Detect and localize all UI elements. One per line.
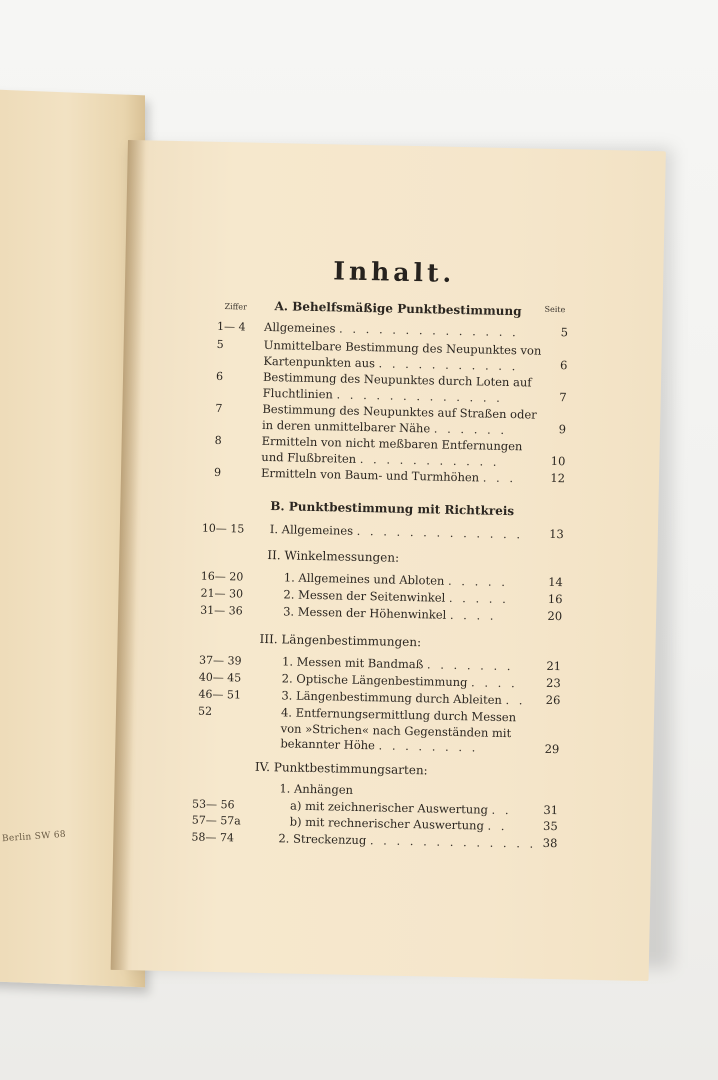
entry-number: 52 xyxy=(197,704,213,718)
list-item: 3. Längenbestimmung durch Ableiten . . xyxy=(281,688,526,708)
page-title: Inhalt. xyxy=(333,256,456,288)
entry-number: 10— 15 xyxy=(201,521,245,536)
list-item: 2. Optische Längenbestimmung . . . . xyxy=(281,671,518,691)
list-item: 1. Allgemeines und Abloten . . . . . xyxy=(283,570,509,590)
list-item: Ermitteln von nicht meßbaren Entfernungen und Flußbreiten . . . . . . . . . . . xyxy=(261,433,523,469)
entry-number: 16— 20 xyxy=(200,569,244,584)
list-item: Ermitteln von Baum- und Turmhöhen . . . xyxy=(260,465,517,486)
section-a-heading: A. Behelfsmäßige Punktbestimmung xyxy=(274,299,522,319)
list-item: Bestimmung des Neupunktes auf Straßen oder in deren unmittelbarer Nähe . . . . . . xyxy=(261,401,537,437)
table-of-contents xyxy=(111,140,666,981)
page-number: 6 xyxy=(559,358,568,373)
entry-number: 57— 57a xyxy=(191,813,241,828)
entry-number: 21— 30 xyxy=(200,586,244,601)
list-item: 4. Entfernungsermittlung durch Messen von »Strichen« nach Gegenständen mit bekannter Höhe . . . . . . . . xyxy=(280,705,517,755)
list-item: a) mit zeichnerischer Auswertung . . xyxy=(289,798,512,818)
entry-number: 46— 51 xyxy=(198,687,242,702)
entry-number: 6 xyxy=(215,369,224,384)
list-item: I. Allgemeines . . . . . . . . . . . . . xyxy=(269,522,524,542)
page-number: 31 xyxy=(543,802,559,818)
left-page-footer: Berlin SW 68 xyxy=(1,829,67,845)
list-item: 2. Messen der Seitenwinkel . . . . . xyxy=(283,587,509,607)
page-number: 26 xyxy=(545,692,561,708)
entry-number: 5 xyxy=(216,337,224,352)
page-number: 14 xyxy=(548,574,563,590)
subsection-heading: II. Winkelmessungen: xyxy=(267,548,400,565)
subsection-heading: III. Längenbestimmungen: xyxy=(259,631,422,650)
entry-number: 37— 39 xyxy=(198,653,242,668)
entry-number: 53— 56 xyxy=(191,797,235,812)
list-item: b) mit rechnerischer Auswertung . . xyxy=(289,814,508,834)
page-number: 35 xyxy=(542,818,558,834)
column-header-seite: Seite xyxy=(544,304,566,315)
page-number: 10 xyxy=(550,453,566,469)
page-number: 23 xyxy=(545,675,561,691)
page-number: 5 xyxy=(560,325,569,340)
list-item: 3. Messen der Höhenwinkel . . . . xyxy=(283,604,497,623)
entry-number: 1— 4 xyxy=(216,319,246,334)
section-b-heading: B. Punktbestimmung mit Richtkreis xyxy=(270,499,515,519)
entry-number: 9 xyxy=(213,465,222,480)
list-item: Unmittelbare Bestimmung des Neupunktes von Kartenpunkten aus . . . . . . . . . . . xyxy=(263,337,542,373)
page-number: 7 xyxy=(559,390,567,405)
entry-number: 8 xyxy=(214,433,222,448)
entry-number: 7 xyxy=(215,401,223,416)
entry-number: 40— 45 xyxy=(198,670,242,685)
page-number: 29 xyxy=(544,741,560,757)
page-number: 12 xyxy=(550,470,566,486)
subsection-heading: 1. Anhängen xyxy=(279,781,354,797)
entry-number: 31— 36 xyxy=(200,603,243,618)
list-item: Allgemeines . . . . . . . . . . . . . . xyxy=(263,319,519,340)
subsection-heading: IV. Punktbestimmungsarten: xyxy=(254,759,428,778)
list-item: 2. Streckenzug . . . . . . . . . . . . . xyxy=(278,831,537,851)
page-number: 21 xyxy=(546,658,562,674)
page-number: 20 xyxy=(547,608,563,624)
entry-number: 58— 74 xyxy=(191,830,235,845)
page-number: 13 xyxy=(549,526,564,542)
column-header-ziffer: Ziffer xyxy=(224,302,247,312)
list-item: 1. Messen mit Bandmaß . . . . . . . xyxy=(281,654,514,674)
page-number: 38 xyxy=(542,835,558,851)
page-number: 16 xyxy=(547,591,563,607)
list-item: Bestimmung des Neupunktes durch Loten auf Fluchtlinien . . . . . . . . . . . . . xyxy=(262,369,532,405)
right-page xyxy=(111,140,666,981)
page-number: 9 xyxy=(558,422,567,437)
